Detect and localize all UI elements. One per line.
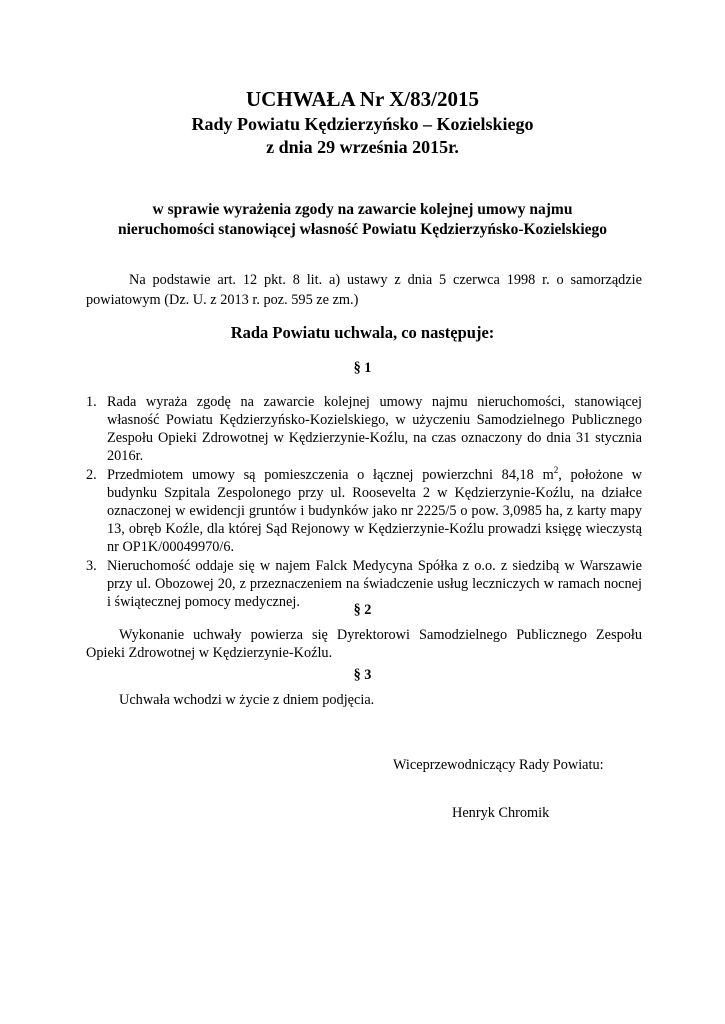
section-3-heading: § 3 [353,667,372,683]
section-3-text: Uchwała wchodzi w życie z dniem podjęcia. [119,692,375,708]
section-2-heading: § 2 [353,602,372,618]
legal-basis: Na podstawie art. 12 pkt. 8 lit. a) ustawy z dnia 5 czerwca 1998 r. o samorządzie powiatowym (Dz. U. z 2013 r. poz. 595 ze zm.) [86,272,642,308]
list-item-number: 2. [86,467,97,483]
subject-line-1: w sprawie wyrażenia zgody na zawarcie kolejnej umowy najmu [152,201,573,218]
list-item-text: Nieruchomość oddaje się w najem Falck Medycyna Spółka z o.o. z siedzibą w Warszawie przy ul. Obozowej 20, z przeznaczeniem na świadczenie usług leczniczych w ramach nocnej i świątecznej pomocy medycznej. [107,558,642,610]
signature-name: Henryk Chromik [452,805,550,821]
subject-line-2: nieruchomości stanowiącej własność Powiatu Kędzierzyńsko-Kozielskiego [117,221,608,238]
section-2-text: Wykonanie uchwały powierza się Dyrektorowi Samodzielnego Publicznego Zespołu Opieki Zdrowotnej w Kędzierzynie-Koźlu. [86,627,642,661]
resolution-date: z dnia 29 września 2015r. [266,137,459,157]
list-item-text-start: Przedmiotem umowy są pomieszczenia o łącznej powierzchni 84,18 m [107,467,554,483]
list-item [86,393,642,465]
resolution-title: UCHWAŁA Nr X/83/2015 [246,87,479,111]
section-1-heading: § 1 [353,360,372,376]
list-item [86,466,642,556]
resolution-issuer: Rady Powiatu Kędzierzyńsko – Kozielskiego [191,114,534,134]
list-item-number: 3. [86,558,97,574]
signature-role: Wiceprzewodniczący Rady Powiatu: [393,757,604,773]
list-item-text: Rada wyraża zgodę na zawarcie kolejnej umowy najmu nieruchomości, stanowiącej własność Powiatu Kędzierzyńsko-Kozielskiego, w użyczeniu Samodzielnego Publicznego Zespołu Opieki Zdrowotnej w Kędzierzynie-Koźlu, na czas oznaczony do dnia 31 stycznia 2016r. [107,394,642,464]
list-item-number: 1. [86,394,97,410]
area-unit-superscript: 2 [553,465,559,475]
resolves-heading: Rada Powiatu uchwala, co następuje: [230,323,495,342]
section-1-list [86,393,642,612]
list-item-text-end: , położone w budynku Szpitala Zespolonego przy ul. Roosevelta 2 w Kędzierzynie-Koźlu, na działce oznaczonej w ewidencji gruntów i budynków jako nr 2225/5 o pow. 3,0985 ha, z karty mapy 13, obręb Koźle, dla której Sąd Rejonowy w Kędzierzynie-Koźlu prowadzi księgę wieczystą nr OP1K/00049970/6. [107,467,642,555]
